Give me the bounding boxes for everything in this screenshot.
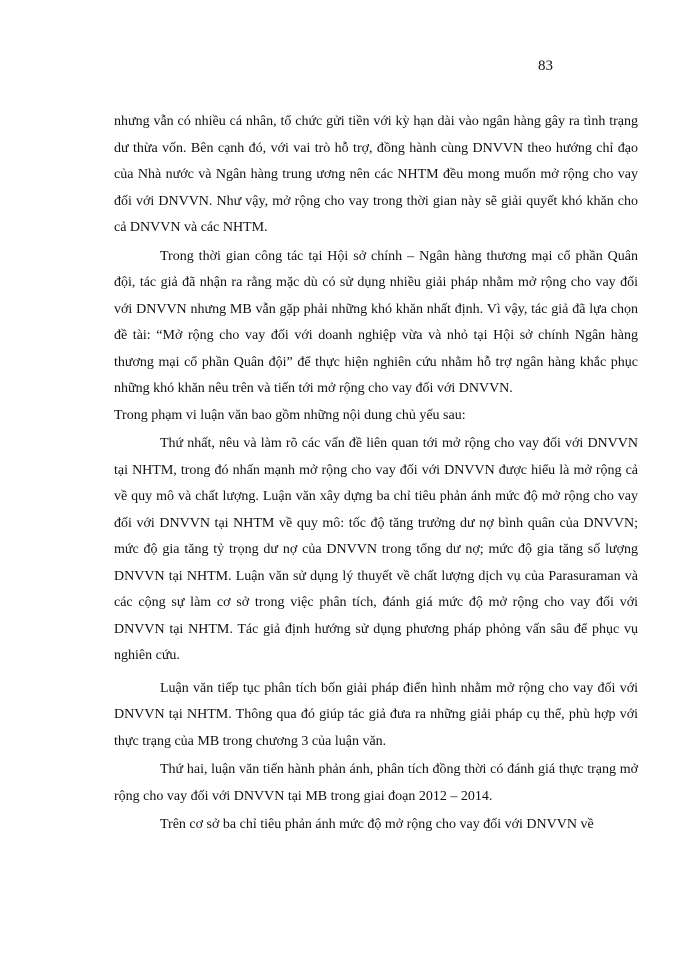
paragraph-second-content: Thứ hai, luận văn tiến hành phản ánh, phân tích đồng thời có đánh giá thực trạng mở rộng cho vay đối với DNVVN tại MB trong giai đoạn 2012 – 2014.	[114, 762, 638, 804]
paragraph-first-content: Thứ nhất, nêu và làm rõ các vấn đề liên quan tới mở rộng cho vay đối với DNVVN tại NHTM, trong đó nhấn mạnh mở rộng cho vay đối với DNVVN được hiểu là mở rộng cả về quy mô và chất lượng. Luận văn xây dựng ba chỉ tiêu phản ánh mức độ mở rộng cho vay đối với DNVVN tại NHTM về quy mô: tốc độ tăng trưởng dư nợ bình quân của DNVVN; mức độ gia tăng tỷ trọng dư nợ của DNVVN trong tổng dư nợ; mức độ gia tăng số lượng DNVVN tại NHTM. Luận văn sử dụng lý thuyết về chất lượng dịch vụ của Parasuraman và các cộng sự làm cơ sở trong việc phân tích, đánh giá mức độ mở rộng cho vay đối với DNVVN tại NHTM. Tác giả định hướng sử dụng phương pháp phỏng vấn sâu để phục vụ nghiên cứu.	[114, 436, 638, 663]
page-number: 83	[538, 58, 553, 74]
paragraph-continuation: nhưng vẫn có nhiều cá nhân, tổ chức gửi tiền với kỳ hạn dài vào ngân hàng gây ra tình trạng dư thừa vốn. Bên cạnh đó, với vai trò hỗ trợ, đồng hành cùng DNVVN theo hướng chỉ đạo của Nhà nước và Ngân hàng trung ương nên các NHTM đều mong muốn mở rộng cho vay đối với DNVVN. Như vậy, mở rộng cho vay trong thời gian này sẽ giải quyết khó khăn cho cả DNVVN và các NHTM.	[114, 114, 638, 235]
paragraph-solutions: Luận văn tiếp tục phân tích bốn giải pháp điển hình nhằm mở rộng cho vay đối với DNVVN tại NHTM. Thông qua đó giúp tác giả đưa ra những giải pháp cụ thể, phù hợp với thực trạng của MB trong chương 3 của luận văn.	[114, 680, 638, 749]
paragraph-scope-intro: Trong phạm vi luận văn bao gồm những nội dung chủ yếu sau:	[114, 407, 466, 423]
document-body	[114, 109, 638, 839]
paragraph-basis: Trên cơ sở ba chỉ tiêu phản ánh mức độ mở rộng cho vay đối với DNVVN về	[160, 817, 594, 832]
paragraph-topic-choice: Trong thời gian công tác tại Hội sở chính – Ngân hàng thương mại cổ phần Quân đội, tác giả đã nhận ra rằng mặc dù có sử dụng nhiều giải pháp nhằm mở rộng cho vay đối với DNVVN nhưng MB vẫn gặp phải những khó khăn nhất định. Vì vậy, tác giả đã lựa chọn đề tài: “Mở rộng cho vay đối với doanh nghiệp vừa và nhỏ tại Hội sở chính Ngân hàng thương mại cổ phần Quân đội” để thực hiện nghiên cứu nhằm hỗ trợ ngân hàng khắc phục những khó khăn nêu trên và tiến tới mở rộng cho vay đối với DNVVN.	[114, 248, 638, 396]
